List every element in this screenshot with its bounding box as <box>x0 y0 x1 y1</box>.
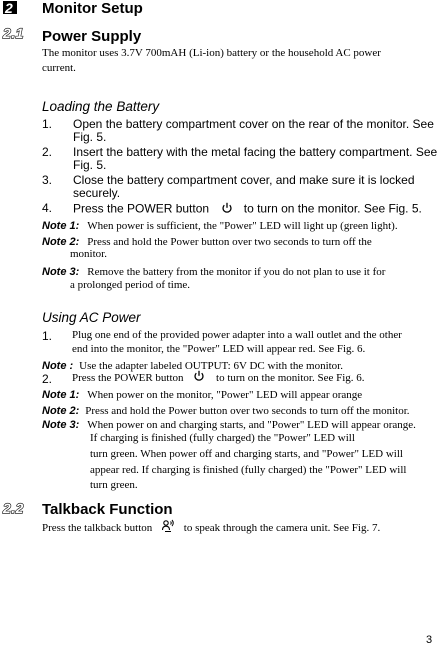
loading-step-1-line-1: Open the battery compartment cover on the rear of the monitor. See <box>73 117 434 131</box>
loading-step-4-number: 4. <box>42 201 53 215</box>
ac-note-label: Note : <box>42 360 74 372</box>
section-2-1-intro-line-2: current. <box>42 62 76 74</box>
loading-battery-heading: Loading the Battery <box>42 99 160 114</box>
ac-step-1-line-1: Plug one end of the provided power adapter into a wall outlet and the other <box>72 329 402 341</box>
loading-step-1-number: 1. <box>42 117 53 131</box>
chapter-number: 2 <box>5 0 14 16</box>
loading-note-2-label: Note 2: <box>42 236 80 248</box>
chapter-title: Monitor Setup <box>42 0 143 17</box>
loading-step-4-text-a: Press the POWER button <box>73 201 210 216</box>
ac-note-text: Use the adapter labeled OUTPUT: 6V DC with the monitor. <box>79 360 343 372</box>
ac-note-1-label: Note 1: <box>42 389 80 401</box>
loading-step-1-line-2: Fig. 5. <box>73 130 107 144</box>
loading-note-3-text-cont: a prolonged period of time. <box>70 279 191 291</box>
loading-step-3-number: 3. <box>42 173 53 187</box>
loading-step-2-number: 2. <box>42 145 53 159</box>
loading-step-4-text-b: to turn on the monitor. See Fig. 5. <box>243 201 422 216</box>
ac-note-1-text: When power on the monitor, "Power" LED will appear orange <box>87 389 363 401</box>
loading-note-1-label: Note 1: <box>42 220 80 232</box>
chapter-number-badge <box>3 1 17 14</box>
section-2-1-intro-line-1: The monitor uses 3.7V 700mAH (Li-ion) battery or the household AC power <box>42 47 381 59</box>
ac-step-1-line-2: end into the monitor, the "Power" LED will appear red. See Fig. 6. <box>72 343 366 355</box>
loading-note-3-text: Remove the battery from the monitor if you do not plan to use it for <box>87 266 386 278</box>
section-2-2-title: Talkback Function <box>42 501 173 518</box>
page-number: 3 <box>426 634 433 646</box>
section-2-2-text-b: to speak through the camera unit. See Fig. 7. <box>183 522 381 535</box>
section-2-2-text <box>42 519 380 538</box>
ac-note-2-label: Note 2: <box>42 405 80 417</box>
power-icon <box>221 202 233 217</box>
loading-step-3-line-1: Close the battery compartment cover, and make sure it is locked <box>73 173 415 187</box>
loading-note-1-text: When power is sufficient, the "Power" LED will light up (green light). <box>87 220 398 232</box>
ac-step-2-text-b: to turn on the monitor. See Fig. 6. <box>216 372 365 385</box>
loading-step-3-line-2: securely. <box>73 186 121 200</box>
section-2-2-number: 2.2 <box>3 500 24 516</box>
ac-step-1-number: 1. <box>42 329 53 343</box>
ac-note-3-label: Note 3: <box>42 419 80 431</box>
section-2-1-title: Power Supply <box>42 28 142 45</box>
ac-step-2-text-a: Press the POWER button <box>72 372 184 385</box>
ac-note-3-line-4: appear red. If charging is finished (fully charged) the "Power" LED will <box>90 464 407 476</box>
ac-note-2-text: Press and hold the Power button over two seconds to turn off the monitor. <box>85 405 410 417</box>
ac-step-2-number: 2. <box>42 372 53 386</box>
talkback-icon <box>161 519 175 538</box>
ac-note-3-text: When power on and charging starts, and "Power" LED will appear orange. <box>87 419 416 431</box>
loading-step-4-line <box>73 202 422 217</box>
loading-step-2-line-1: Insert the battery with the metal facing the battery compartment. See <box>73 145 438 159</box>
using-ac-heading: Using AC Power <box>42 310 141 325</box>
loading-note-2-text: Press and hold the Power button over two seconds to turn off the <box>87 236 372 248</box>
section-2-2-text-a: Press the talkback button <box>42 522 153 535</box>
loading-step-2-line-2: Fig. 5. <box>73 158 107 172</box>
section-2-1-number: 2.1 <box>3 25 24 41</box>
loading-note-3-label: Note 3: <box>42 266 80 278</box>
ac-note-3-line-3: turn green. When power off and charging starts, and "Power" LED will <box>90 448 403 460</box>
ac-note-3-line-2: If charging is finished (fully charged) the "Power" LED will <box>90 432 355 444</box>
loading-note-2-text-cont: monitor. <box>70 248 107 260</box>
ac-note-3-line-5: turn green. <box>90 479 138 491</box>
